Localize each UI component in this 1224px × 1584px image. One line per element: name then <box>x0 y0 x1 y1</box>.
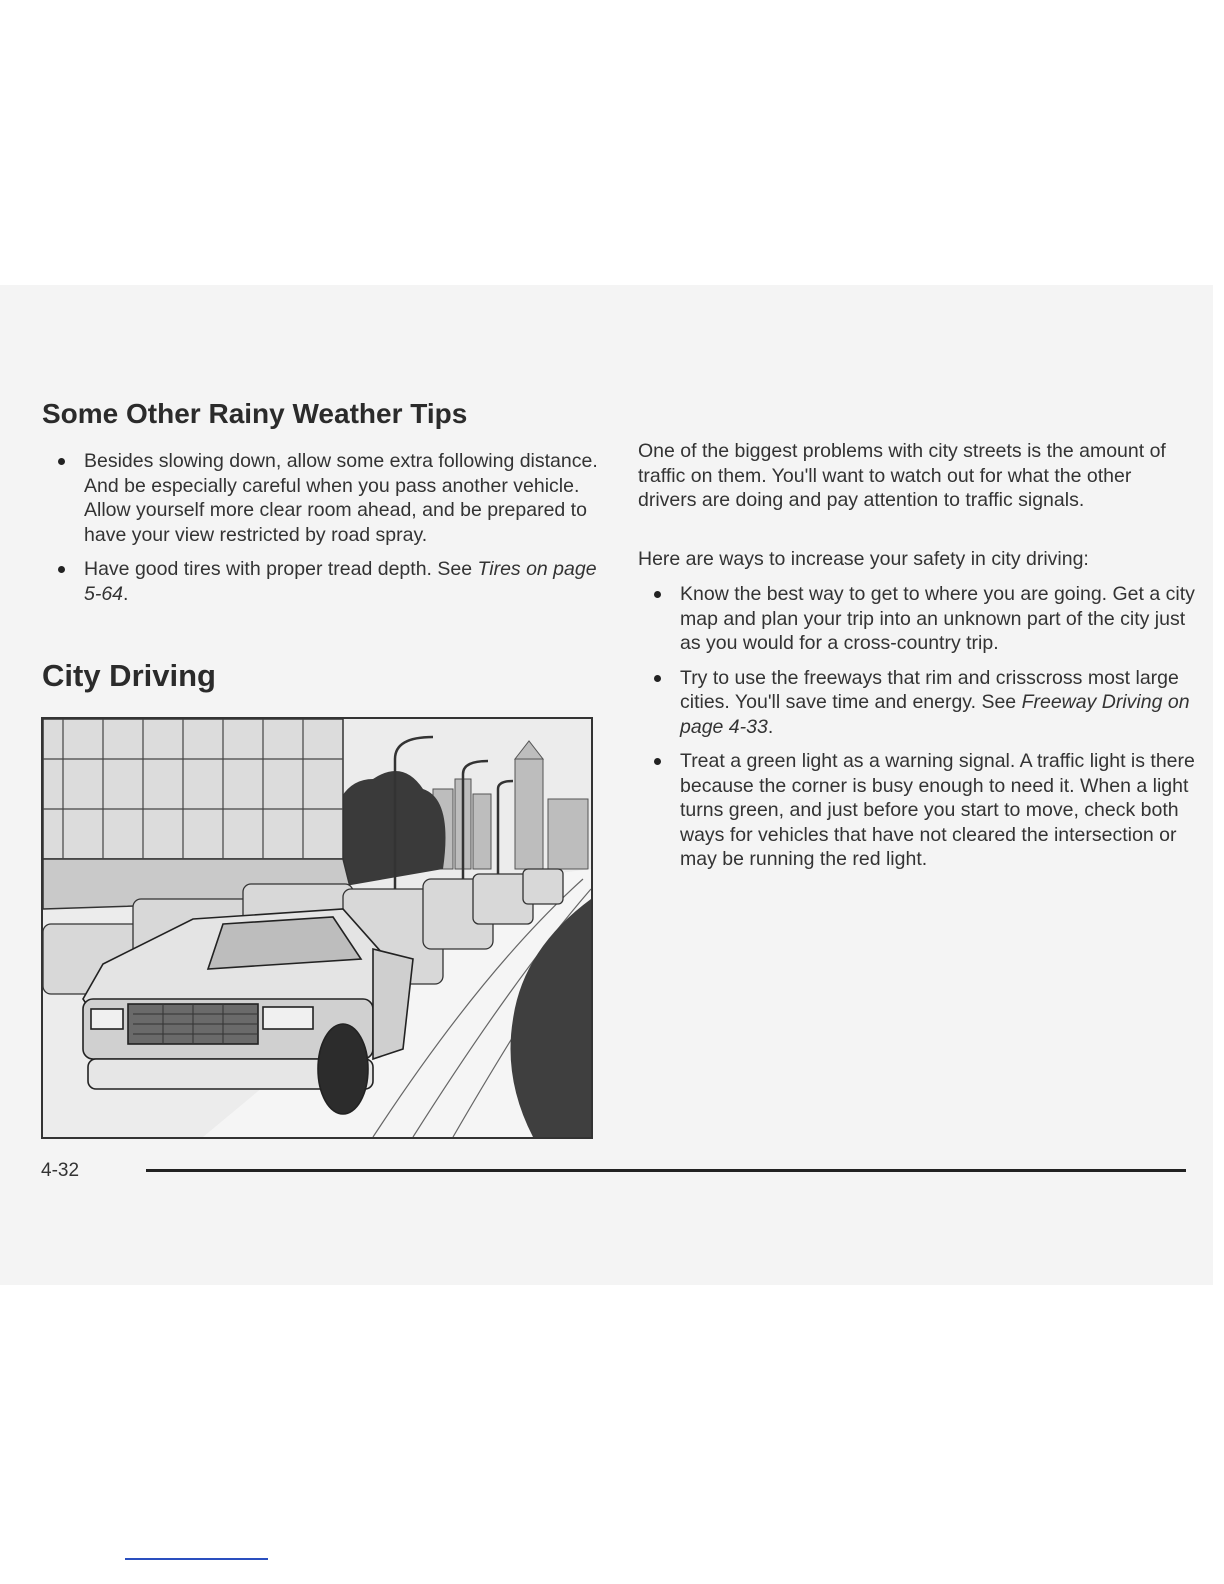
city-tip-text: Know the best way to get to where you are going. Get a city map and plan your trip into an unknown part of the city just as you would for a cross-country trip. <box>680 583 1195 654</box>
cross-reference-freeway-driving[interactable]: Freeway Driving on page 4-33 <box>680 691 1190 738</box>
city-tip-text: Try to use the freeways that rim and crisscross most large cities. You'll save time and energy. See <box>680 666 1179 713</box>
list-item <box>42 557 602 606</box>
city-tips-list <box>638 582 1198 882</box>
bullet-icon <box>654 758 661 765</box>
section-heading-city-driving: City Driving <box>42 658 216 693</box>
city-traffic-paragraph: One of the biggest problems with city streets is the amount of traffic on them. You'll want to watch out for what the other drivers are doing and pay attention to traffic signals. <box>638 440 1166 511</box>
rainy-tip-text: Besides slowing down, allow some extra following distance. And be especially careful when you pass another vehicle. Allow yourself more clear room ahead, and be prepared to have your view restricted by road spray. <box>84 450 598 546</box>
list-item <box>638 749 1198 872</box>
page-number: 4-32 <box>41 1160 80 1181</box>
list-item <box>638 666 1198 740</box>
rainy-tip-punctuation: . <box>123 582 129 605</box>
list-item <box>42 449 602 547</box>
city-tip-punctuation: . <box>767 715 774 738</box>
city-tip-text: Treat a green light as a warning signal. A traffic light is there because the corner is busy enough to need it. When a light turns green, and just before you start to move, check both ways for vehicles that have not cleared the intersection or may be running the red light. <box>680 750 1195 870</box>
bullet-icon <box>58 566 65 573</box>
city-traffic-illustration <box>41 717 593 1139</box>
rainy-tip-text: Have good tires with proper tread depth. See <box>84 558 478 580</box>
city-safety-intro: Here are ways to increase your safety in city driving: <box>638 548 1089 570</box>
footer-divider <box>146 1169 1186 1172</box>
cross-reference-tires[interactable]: Tires on page 5-64 <box>84 558 597 605</box>
section-heading-rainy-weather-tips: Some Other Rainy Weather Tips <box>42 398 468 429</box>
bullet-icon <box>654 675 661 682</box>
list-item <box>638 582 1198 656</box>
link-underline-decoration <box>125 1558 268 1560</box>
bullet-icon <box>654 591 661 598</box>
rainy-tips-list <box>42 449 602 616</box>
bullet-icon <box>58 458 65 465</box>
